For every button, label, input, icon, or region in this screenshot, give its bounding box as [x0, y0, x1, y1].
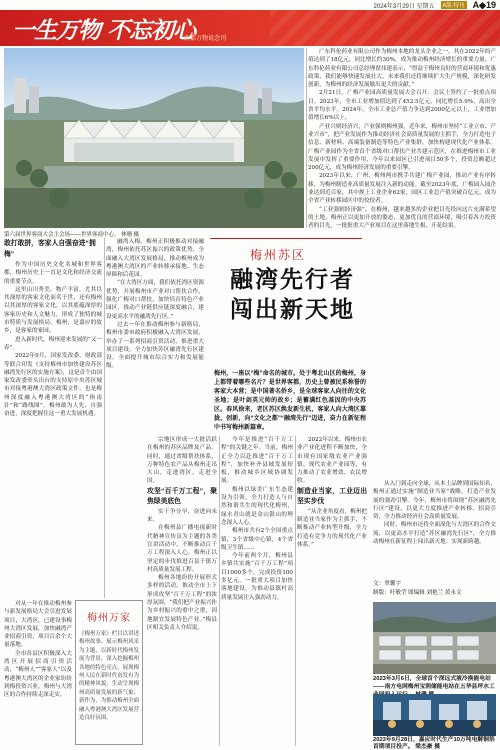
energy-station-caption: 2023年3月6日，全球首个深远式液冷换能电站——南方电网梅州宝润储能电站在五华县坪水工: [373, 676, 495, 690]
left-article-column-3: [4, 600, 72, 745]
paragraph: 今年是推进“百千万工程”的关键之年。当前，梅州正全力以赴推进“百千万工程”，加快补齐县域发展短板，推动城乡区域协调发展。: [221, 437, 293, 485]
column-divider: [306, 48, 307, 228]
column-divider: [219, 436, 220, 746]
energy-station-photo: [373, 602, 496, 674]
left-article-column-1: [4, 238, 102, 598]
page-number: A◆19: [472, 0, 496, 10]
copper-foil-illustration: [373, 694, 496, 736]
paragraph: 在梅州县广播电视新时代精神宣传员为主题的各类宣讲活动中，不断推动百千万工程深入人心，梅州正以坚定的步伐推进百县千镇万村高质量发展工程。: [147, 525, 217, 573]
banner-decoration: [270, 10, 500, 46]
issue-date: 2024年3月29日 星期五: [373, 3, 435, 10]
energy-station-illustration: [373, 602, 496, 674]
main-photo: [4, 48, 304, 228]
banner-title: 一生万物 不忘初心: [12, 17, 196, 44]
paragraph: 2022年9月，国家发改委、财政部等联合印发《支持梅州市加快建设苏区融湾先行区的实施方案》，这是首个由国家发改委牵头出台的支持原中央苏区城市对接粤港澳大湾区政策文件，也是梅州深度融入粤港澳大湾区的“指南针”和“路线图”。梅州敢为人先、自强奋进，深度把握住这一重大发展机遇。: [4, 353, 102, 418]
banner: [0, 10, 500, 46]
byline: [373, 580, 493, 598]
paragraph: 2023年以来，广州、梅州两市携手共建广梅产业园，推动产业有序转移，为梅州制造业高质量发展注入新的动能。截至2023年底，广梅园入园企业达到近百家，其中规上工业企业62家，园区工业总产值突破百亿元，成为全省产业转移园区中的佼佼者。: [308, 173, 496, 205]
lead-paragraph: 梅州，一座以“梅”命名的城市。处于粤北山区的梅州，身上都带着哪些名片？是世界客都，历史上曾被民系称誉的客家大本营；是中国著名侨乡，是全球客家人向往的文化圣地；是叶剑英元帅的故乡；是蓄满红色基因的中央苏区。春风徐来，老区苏区焕发新生机，客家人向大湾区靠拢，创新，向“文化之都”“融湾先行”迈进，奋力在新征程中书写梅州新篇章。: [214, 371, 366, 431]
city-name: 梅州苏区: [250, 248, 307, 262]
column-divider: [104, 238, 105, 598]
paragraph: 梅州各地纷纷开展形式多样的活动，推动全市上下形成攻坚“百千万工程”的浓厚氛围。“我们把产业振兴作为乡村振兴的重中之重，因地制宜发展特色产业。”梅县区相关负责人介绍说。: [147, 575, 217, 631]
main-photo-caption: 第六届世界客商大会主会场——世界客商中心。 林珊 摄: [4, 232, 140, 238]
column-divider: [295, 436, 296, 746]
paragraph: 对从一年在推动梅州参与新发展格局大会引进发展项目，大湾区，已建设事梅州大湾区发展，加快融湾产业招商引资，项目百余个大量落地。: [4, 601, 72, 649]
paragraph: “从企业角度看，梅州把制造业当家作为主抓手，不断推动产业转型升级，全力打造有竞争力的现代化产业体系。”: [297, 508, 367, 548]
paragraph: 全市各县区积极深入大湾区开展招商引资活动，“梅州人”“客家人”以及粤港澳大湾区的企业家纷纷到梅投资兴业，梅州与大湾区的合作持续走深走实。: [4, 650, 72, 699]
paragraph: 从入门到走向全球，从本土品牌到国际知名，梅州正通过实施“制造业当家”战略，打造产业发展的强劲引擎。今年，梅州市将围绕“苏区融湾先行区”建设，以更大力度推进产业转移、招商引资，全力推动经济社会高质量发展。: [373, 481, 496, 521]
paragraph: 2月21日，广梅产业园高质量发展大会召开。会议上签约了一批重点项目。2023年，全市工业增加值达到了452.5亿元，同比增长5.9%，高出全省平均水平。2024年，全市工业总产值力争达到2000亿元以上，工业增加值增长6%以上。: [308, 90, 496, 122]
paragraph: 广东科伦药业有限公司作为梅州本地的龙头企业之一，其在2022年的产值达到了18亿元，同比增长约30%，成为推动梅州经济增长的重要力量。广东科伦药业有限公司总经理翟伟建表示，“得益于梅州良好的营商环境和优惠政策，我们能够快速发展壮大，未来我们还将继续扩大生产规模，深化研发创新，为梅州的经济发展做出更大的贡献。”: [308, 49, 496, 89]
section-heading: 制造业当家，工业迈出坚实步伐: [297, 487, 367, 505]
paragraph: 过去一年在推动梅州参与新格局，梅州市委市政府积极融入大湾区发展，举办了一系列招商引资活动，推进重大项目建设，全力加快苏区融湾先行区建设，全面提升城市综合实力和发展能级。: [106, 321, 204, 370]
paragraph: 2022年以来，梅州市农业产业化进程不断加快，全市现有国家级农业产业强镇、现代农业产业园等，有力推动了农业增效、农民增收。: [297, 437, 367, 485]
paragraph: 进入新时代，梅州迎来发展的“又一春”。: [4, 336, 102, 351]
left-article-heading-cont: 梅”: [4, 251, 15, 258]
sidebar-box: [75, 600, 143, 745]
paragraph: 这里山川秀美、物产丰富，尤其以其深厚的客家文化而名于世，还有梅州以其深厚的客家文化，以其底蕴深厚的客家历史和人文魅力，形成了独特的城市特质与发展格局。梅州，是嘉应的故乡，是客家的家园。: [4, 286, 102, 335]
middle-article-column-3: [297, 436, 367, 746]
paragraph: 今年前两个月，梅州县乡镇共实施“百千万工程”项目1000多个，完成投资100多亿元，一批重大项目加快落地建设，为推动县镇村高质量发展注入强劲动力。: [221, 553, 293, 601]
paragraph: 实干争分早，奋进向未来。: [147, 508, 217, 524]
copper-foil-photo: [373, 694, 496, 736]
author: 文：翠馨宇: [373, 581, 401, 587]
credits: 制版：叶敏莹 图编辑 刘艳兰 黄永文: [373, 590, 462, 596]
middle-article-column-1: [147, 436, 217, 746]
middle-article-column-2: [221, 436, 293, 746]
right-article-column-1: [308, 48, 496, 480]
page-header: [330, 0, 500, 10]
paragraph: 梅州以绿美广东生态建设为引领，全力打造人与自然和谐共生的现代化梅州，绿水青山就是金山银山的理念深入人心。: [221, 486, 293, 526]
paragraph: 宗地区形成一大批活跃在梅州的苏区品牌及产品。同时，通过省级帮扶体系，万种特色农产品从梅州走出大山，走进湾区，走进全国。: [147, 437, 217, 485]
paragraph: 作为中国历史文化名城和世界客都，梅州历史上一直是文化和经济交流的重要节点。: [4, 262, 102, 285]
paragraph: 产业兴则经济兴，产业强则梅州强。近年来，梅州市坚持“工业立市、产业兴市”，把产业发展作为推动经济社会高质量发展的主抓手，全力打造电子信息、新材料、高端装备制造等特色产业集群，加快构建现代化产业体系。广梅产业园作为全省首个省级对口帮扶产业共建示范区，在推进梅州市工业发展中发挥了重要作用，今年以来园区已引进项目50多个，投资总额超过200亿元，成为梅州经济发展的重要引擎。: [308, 123, 496, 172]
copper-foil-caption: 2023年9月28日，嘉应时代生产10万吨电解铜箔首期项目投产。 梁杰豪 摄: [373, 737, 495, 750]
paragraph: 梅州市共有2个全国重点镇，3个省级中心镇，4个省级卫生镇……: [221, 528, 293, 551]
section-heading: 攻坚“百千万工程”，聚焦绿美底色: [147, 487, 217, 505]
sidebar-box-text: 《梅州万家》栏目以讲述梅州故事、展示梅州风采为主题，以新时代梅州发展为背景，深入挖掘梅州各地的特色亮点，展现梅州人民在新时代奋发有为的精神风貌，生动呈现梅州高质量发展的新气象、新作为，为推动梅州全面融入粤港澳大湾区发展营造良好氛围。: [79, 631, 139, 722]
paragraph: 融湾入梅，梅州正积极推动对接融湾，梅州依托苏区振兴的政策优势，全面融入大湾区发展格局，推动梅州成为粤港澳大湾区的产业转移承接地、生态屏障和后花园。: [106, 239, 204, 279]
left-article-heading: 敢打敢拼，客家人自强奋进“拥: [4, 240, 96, 247]
paragraph: 同时，梅州市还将全面深化与大湾区的合作交流，以更高水平打造“苏区融湾先行区”，全力推动梅州在新征程上闯出新天地、实现新跨越。: [373, 522, 496, 546]
paragraph: “在大湾区方面，我们依托湾区资源优势，开展梅州市产业对口帮扶合作，强化广梅对口帮扶，加快培育特色产业园区，推动产业链供应链深度融合，建设更高水平的融湾先行区。”: [106, 280, 204, 320]
paragraph: “工业强则经济强”。在梅州，越来越多的企业把目光投向这片充满希望的土地。梅州正以更加开放的姿态、更加优良的营商环境，吸引着各方投资者的目光，一批批重大产业项目在这里落地生根、开花结果。: [308, 206, 496, 230]
convention-center-illustration: [4, 48, 304, 228]
banner-subtitle: 南都万物说念刊: [184, 36, 227, 42]
headline: 融湾先行者 闯出新天地: [230, 267, 355, 323]
right-article-column-2: [373, 480, 496, 578]
sidebar-box-title: 梅州万家: [87, 613, 131, 624]
section-tag: A版·特刊: [442, 3, 465, 9]
